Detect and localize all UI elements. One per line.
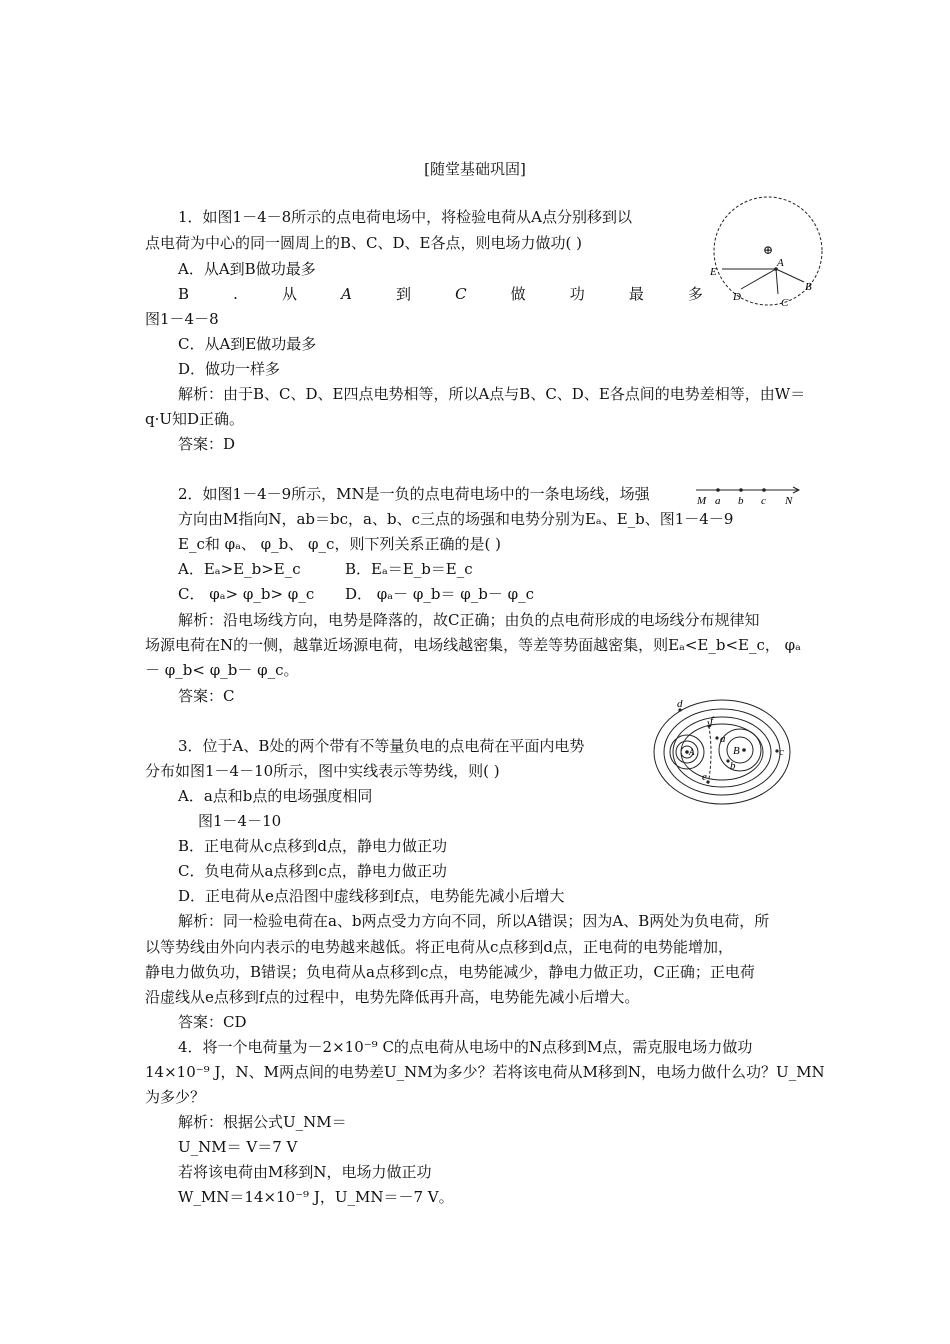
figure-label: a bbox=[715, 495, 721, 507]
q3-option-d: D．正电荷从e点沿图中虚线移到f点，电势能先减小后增大 bbox=[178, 887, 565, 905]
q1-option-b-char: A bbox=[341, 285, 352, 303]
figure-label: c bbox=[779, 746, 784, 758]
q2-answer: 答案：C bbox=[178, 687, 235, 705]
q2-analysis-line-2: 场源电荷在N的一侧，越靠近场源电荷，电场线越密集，等差等势面越密集，则Eₐ<E_b<E_c， φₐ bbox=[145, 636, 801, 654]
q1-option-b-char: . bbox=[233, 285, 238, 303]
q1-option-b-char: 到 bbox=[395, 285, 411, 303]
q3-figure-caption: 图1－4－10 bbox=[198, 812, 282, 830]
figure-label: B bbox=[805, 281, 812, 293]
q2-option-d: D． φₐ－ φ_b＝ φ_b－ φ_c bbox=[345, 585, 535, 603]
q3-option-b: B．正电荷从c点移到d点，静电力做正功 bbox=[178, 837, 448, 855]
q3-analysis-line-3: 静电力做负功，B错误；负电荷从a点移到c点，电势能减少，静电力做正功，C正确；正电荷 bbox=[145, 963, 755, 981]
figure-label: E bbox=[710, 266, 717, 278]
q3-option-a: A．a点和b点的电场强度相同 bbox=[178, 787, 373, 805]
figure-label: M bbox=[697, 495, 707, 507]
figure-label: a bbox=[720, 733, 726, 745]
figure-label: c bbox=[761, 495, 766, 507]
q1-option-b-char: C bbox=[455, 285, 467, 303]
q2-analysis-line-1: 解析：沿电场线方向，电势是降落的，故C正确；由负的点电荷形成的电场线分布规律知 bbox=[178, 611, 760, 629]
figure-label: d bbox=[677, 698, 683, 710]
q1-answer: 答案：D bbox=[178, 435, 236, 453]
q3-option-c: C．负电荷从a点移到c点，静电力做正功 bbox=[178, 862, 447, 880]
q3-stem-line-1: 3．位于A、B处的两个带有不等量负电的点电荷在平面内电势 bbox=[178, 737, 585, 755]
q1-circle-figure bbox=[706, 196, 826, 312]
q2-analysis-line-3: － φ_b< φ_b－ φ_c。 bbox=[145, 661, 299, 679]
q1-option-b-char: 最 bbox=[628, 285, 644, 303]
figure-label: B bbox=[733, 745, 740, 757]
q1-option-c: C．从A到E做功最多 bbox=[178, 335, 317, 353]
q1-option-b-char: 多 bbox=[687, 285, 703, 303]
q1-option-a: A．从A到B做功最多 bbox=[178, 260, 316, 278]
q2-option-c: C． φₐ> φ_b> φ_c bbox=[178, 585, 315, 603]
q4-stem-line-2: 14×10⁻⁹ J，N、M两点间的电势差U_NM为多少？若将该电荷从M移到N，电场力做什么功？U_MN bbox=[145, 1063, 825, 1081]
q3-equipotential-figure bbox=[652, 697, 792, 807]
q1-figure-caption: 图1－4－8 bbox=[145, 310, 219, 328]
q2-stem-line-1: 2．如图1－4－9所示，MN是一负的点电荷电场中的一条电场线，场强 bbox=[178, 485, 650, 503]
figure-label: b bbox=[738, 495, 744, 507]
positive-charge-icon: ⊕ bbox=[762, 242, 774, 257]
q3-analysis-line-2: 以等势线由外向内表示的电势越来越低。将正电荷从c点移到d点，正电荷的电势能增加， bbox=[145, 938, 734, 956]
q1-option-b bbox=[178, 284, 703, 304]
figure-label: C bbox=[781, 297, 789, 309]
q4-analysis-line-2: U_NM＝ V＝7 V bbox=[178, 1138, 298, 1156]
q3-analysis-line-1: 解析：同一检验电荷在a、b两点受力方向不同，所以A错误；因为A、B两处为负电荷，所 bbox=[178, 912, 770, 930]
figure-label: e bbox=[702, 771, 707, 783]
q3-answer: 答案：CD bbox=[178, 1013, 247, 1031]
q1-option-d: D．做功一样多 bbox=[178, 360, 281, 378]
q2-stem-line-3: E_c和 φₐ、 φ_b、 φ_c，则下列关系正确的是( ) bbox=[178, 535, 501, 553]
q3-stem-line-2: 分布如图1－4－10所示，图中实线表示等势线，则( ) bbox=[145, 762, 500, 780]
q1-option-b-char: 从 bbox=[281, 285, 297, 303]
q4-analysis-line-1: 解析：根据公式U_NM＝ bbox=[178, 1113, 347, 1131]
q4-analysis-line-4: W_MN＝14×10⁻⁹ J，U_MN＝－7 V。 bbox=[178, 1188, 454, 1206]
figure-label: D bbox=[733, 291, 741, 303]
q2-option-b: B．Eₐ＝E_b＝E_c bbox=[345, 560, 473, 578]
q3-analysis-line-4: 沿虚线从e点移到f点的过程中，电势先降低再升高，电势能先减小后增大。 bbox=[145, 988, 640, 1006]
q2-field-line-figure bbox=[690, 482, 805, 508]
figure-label: N bbox=[785, 495, 793, 507]
figure-label: A bbox=[777, 257, 784, 269]
q4-analysis-line-3: 若将该电荷由M移到N，电场力做正功 bbox=[178, 1163, 432, 1181]
section-title: [随堂基础巩固] bbox=[424, 160, 526, 178]
q2-stem-line-2: 方向由M指向N，ab＝bc，a、b、c三点的场强和电势分别为Eₐ、E_b、图1－4－9 bbox=[178, 510, 734, 528]
figure-label: f bbox=[710, 715, 714, 727]
q1-option-b-char: B bbox=[178, 285, 190, 303]
q1-option-b-char: 做 bbox=[510, 285, 526, 303]
q1-analysis-line-2: q·U知D正确。 bbox=[145, 410, 245, 428]
q1-option-b-char: 功 bbox=[569, 285, 585, 303]
q4-stem-line-1: 4．将一个电荷量为－2×10⁻⁹ C的点电荷从电场中的N点移到M点，需克服电场力做功 bbox=[178, 1038, 753, 1056]
q1-stem-line-2: 点电荷为中心的同一圆周上的B、C、D、E各点，则电场力做功( ) bbox=[145, 234, 582, 252]
q2-option-a: A．Eₐ>E_b>E_c bbox=[178, 560, 301, 578]
figure-label: b bbox=[730, 760, 736, 772]
q4-stem-line-3: 为多少？ bbox=[145, 1088, 206, 1106]
q1-analysis-line-1: 解析：由于B、C、D、E四点电势相等，所以A点与B、C、D、E各点间的电势差相等，由W＝ bbox=[178, 385, 806, 403]
q1-stem-line-1: 1．如图1－4－8所示的点电荷电场中，将检验电荷从A点分别移到以 bbox=[178, 208, 633, 226]
figure-label: A bbox=[689, 747, 695, 757]
